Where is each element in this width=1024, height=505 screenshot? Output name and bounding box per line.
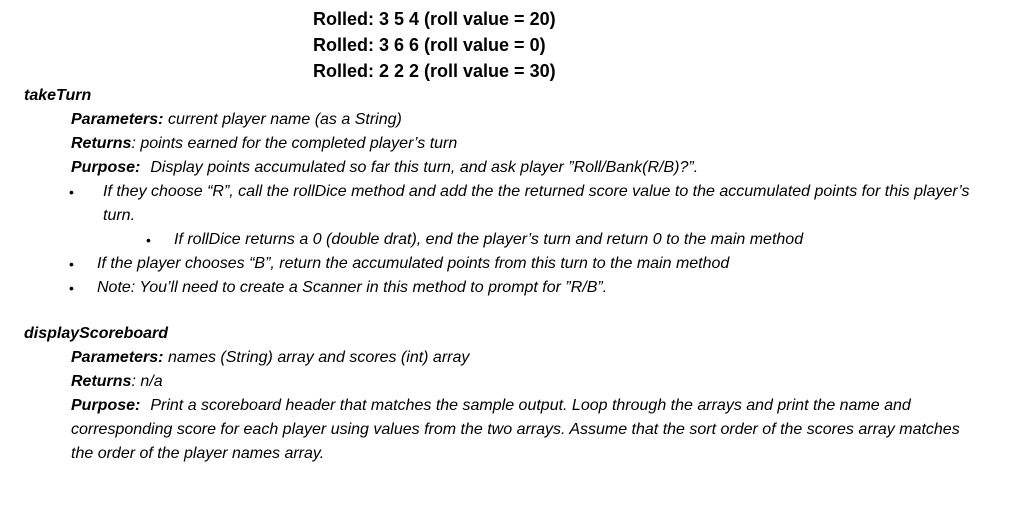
parameters-text: names (String) array and scores (int) array xyxy=(167,349,470,366)
parameters-label: Parameters: xyxy=(71,349,164,366)
take-turn-bullet-list xyxy=(24,180,1004,300)
list-item xyxy=(69,180,977,228)
display-scoreboard-parameters xyxy=(71,346,1004,370)
parameters-text: current player name (as a String) xyxy=(167,111,402,128)
parameters-label: Parameters: xyxy=(71,111,164,128)
take-turn-section xyxy=(24,84,1004,300)
returns-text: : n/a xyxy=(131,373,163,390)
take-turn-returns xyxy=(71,132,1004,156)
bullet-icon: • xyxy=(69,280,74,296)
take-turn-heading: takeTurn xyxy=(24,87,92,104)
sample-roll-line-1: Rolled: 3 5 4 (roll value = 20) xyxy=(313,9,556,29)
bullet-icon: • xyxy=(69,256,74,272)
purpose-label: Purpose: xyxy=(71,159,141,176)
returns-label: Returns xyxy=(71,135,132,152)
display-scoreboard-purpose xyxy=(71,394,961,466)
bullet-text: If rollDice returns a 0 (double drat), end the player’s turn and return 0 to the main method xyxy=(174,231,804,248)
bullet-icon: • xyxy=(69,184,74,200)
purpose-text: Print a scoreboard header that matches the sample output. Loop through the arrays and print the name and corresponding score for each player using values from the two arrays. Assume that the sort order of the scores array matches the order of the player names array. xyxy=(71,397,960,462)
sample-roll-line-3: Rolled: 2 2 2 (roll value = 30) xyxy=(313,61,556,81)
bullet-text: If the player chooses “B”, return the accumulated points from this turn to the main method xyxy=(97,255,730,272)
take-turn-purpose xyxy=(71,156,1004,180)
list-item xyxy=(69,276,977,300)
list-item xyxy=(69,252,977,276)
display-scoreboard-returns xyxy=(71,370,1004,394)
sample-roll-output xyxy=(313,6,556,84)
bullet-text: Note: You’ll need to create a Scanner in this method to prompt for ”R/B”. xyxy=(97,279,608,296)
bullet-text: If they choose “R”, call the rollDice method and add the the returned score value to the accumulated points for this player’s turn. xyxy=(103,183,970,224)
sample-roll-line-2: Rolled: 3 6 6 (roll value = 0) xyxy=(313,35,546,55)
display-scoreboard-heading: displayScoreboard xyxy=(24,325,169,342)
take-turn-parameters xyxy=(71,108,1004,132)
list-item xyxy=(146,228,974,252)
returns-label: Returns xyxy=(71,373,132,390)
purpose-label: Purpose: xyxy=(71,397,141,414)
display-scoreboard-section xyxy=(24,322,1004,466)
bullet-icon: • xyxy=(146,232,151,248)
returns-text: : points earned for the completed player’s turn xyxy=(131,135,458,152)
purpose-text: Display points accumulated so far this turn, and ask player ”Roll/Bank(R/B)?”. xyxy=(150,159,699,176)
